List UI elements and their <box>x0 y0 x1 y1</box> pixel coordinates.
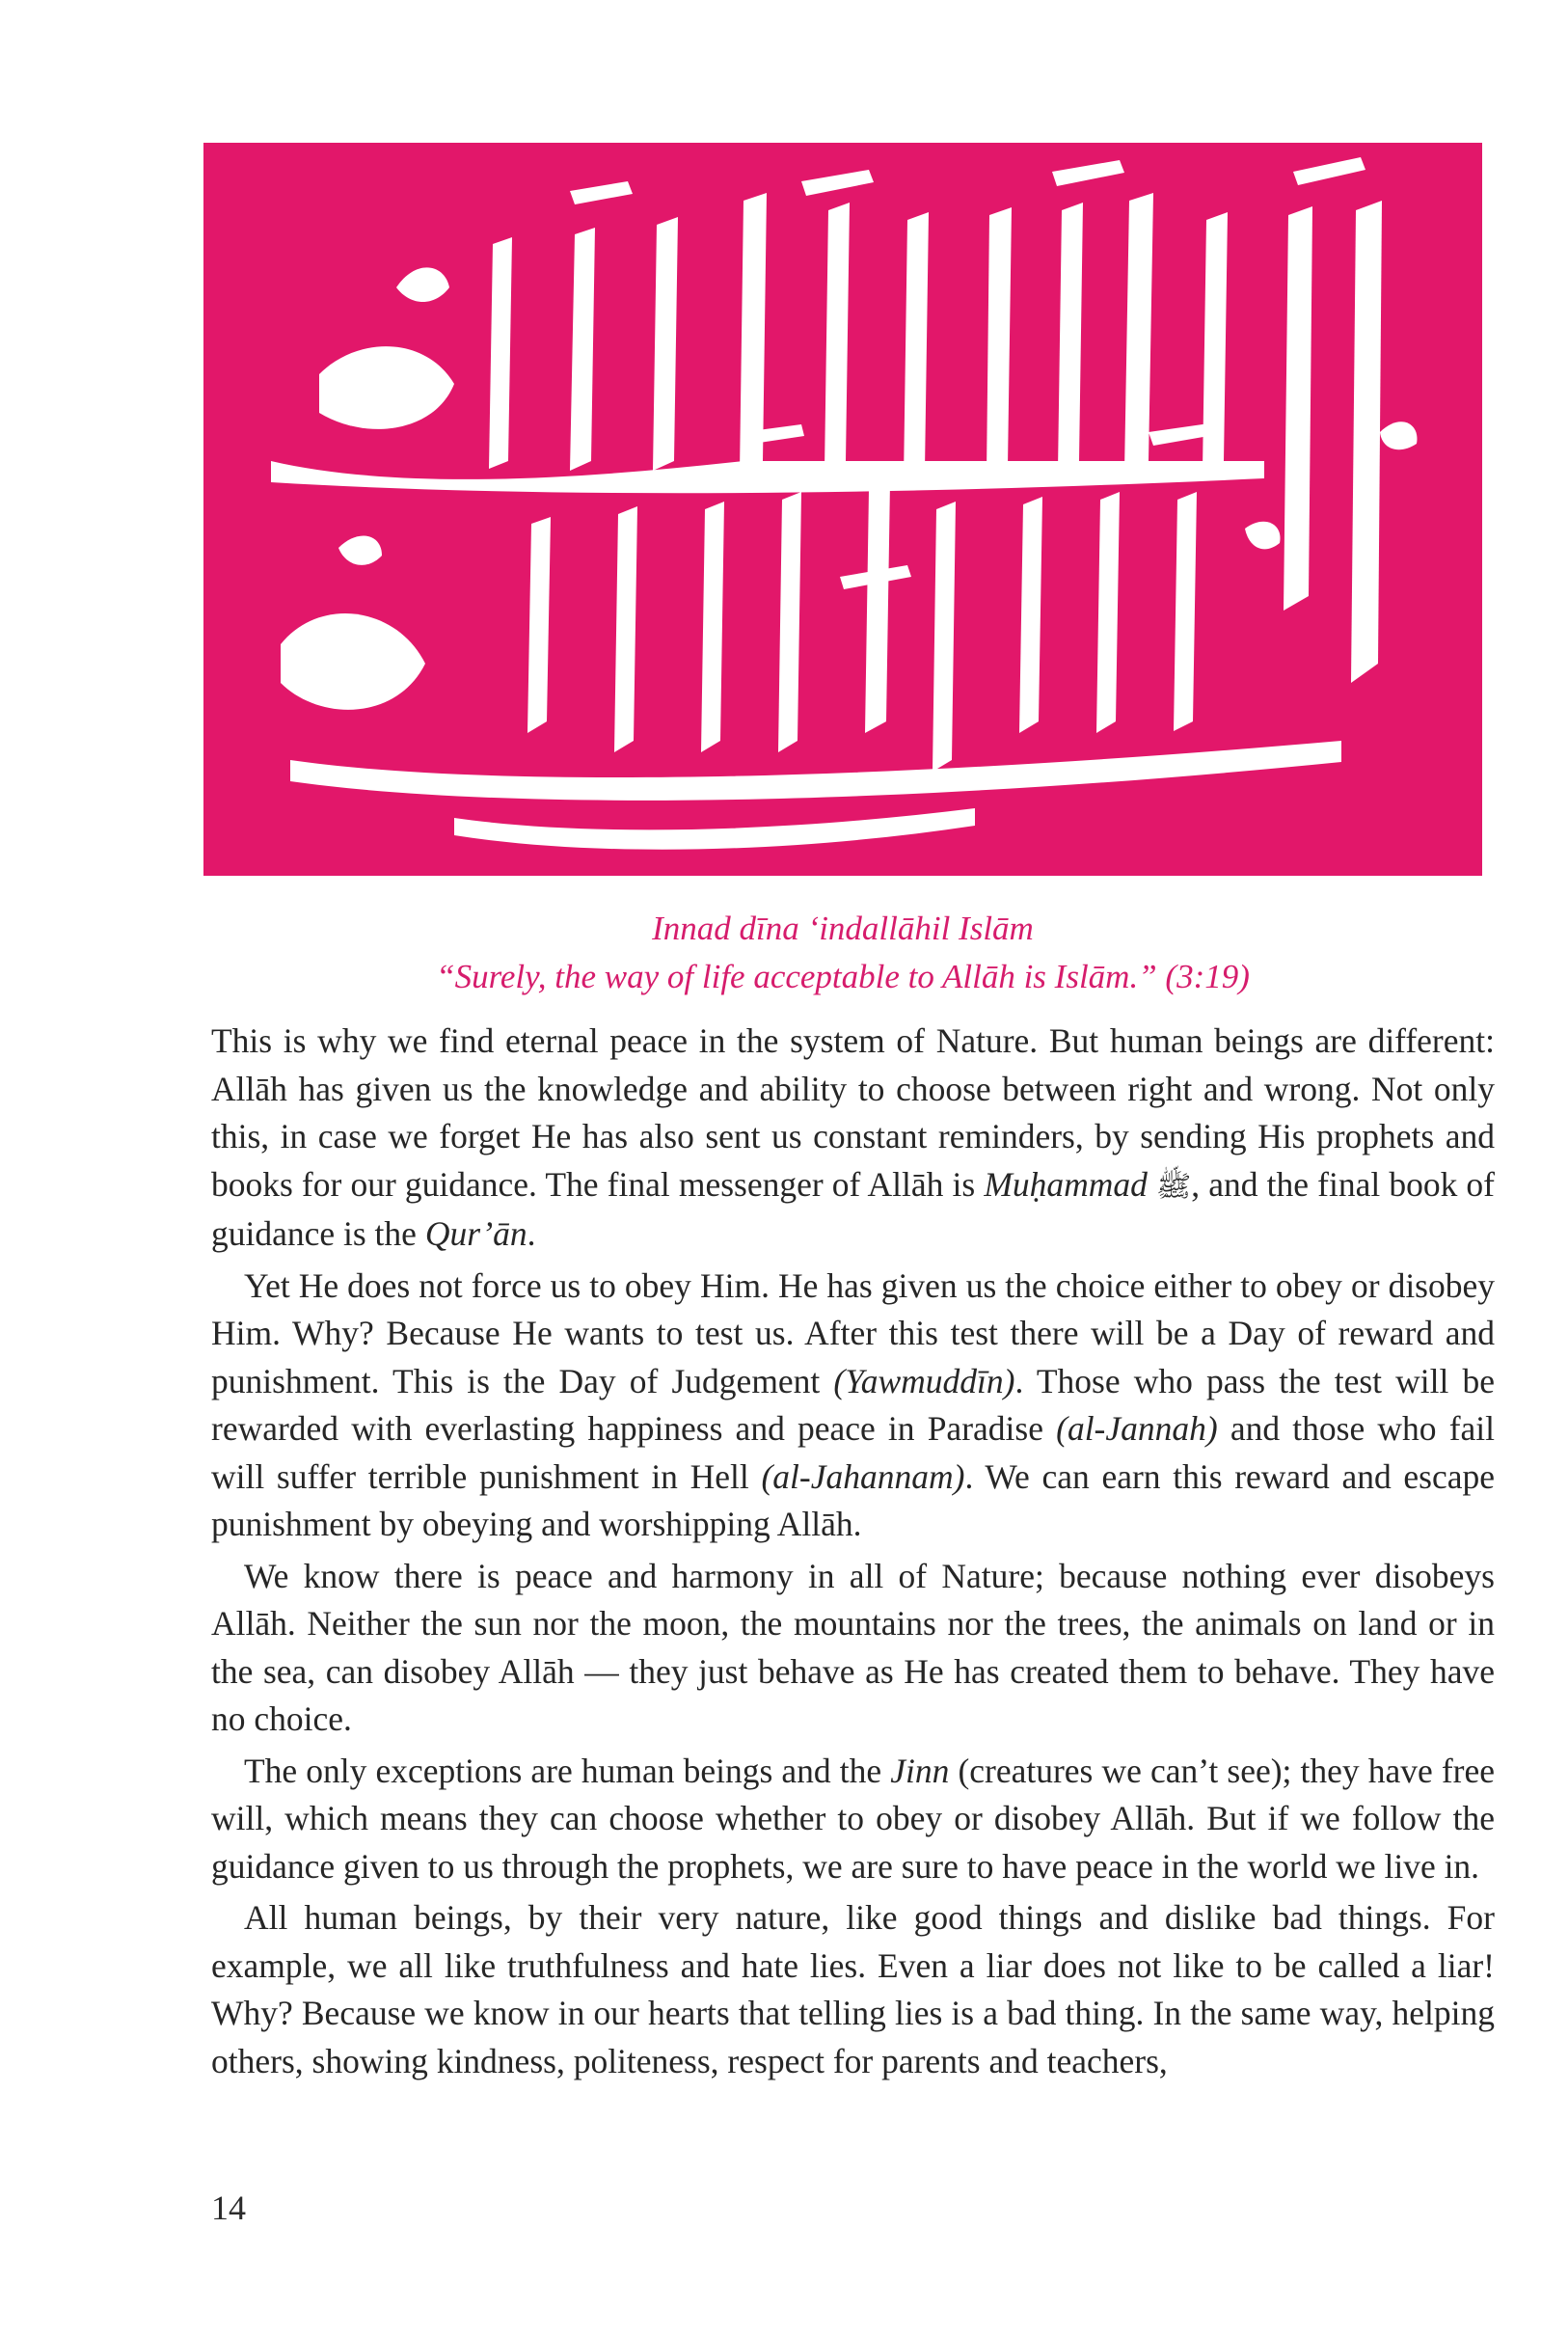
paragraph-5: All human beings, by their very nature, like good things and dislike bad things. For example, we all like truthfulness and hate lies. Even a liar does not like to be called a liar! Why? Because we know in our hearts that telling lies is a bad thing. In the same way, helping others, showing kindness, politeness, respect for parents and teachers, <box>211 1898 1495 2080</box>
paragraph-2 <box>211 1263 1495 1549</box>
paragraph-4 <box>211 1748 1495 1891</box>
body-text <box>211 1018 1495 2089</box>
paragraph-3: We know there is peace and harmony in all of Nature; because nothing ever disobeys Allāh. Neither the sun nor the moon, the mountains nor the trees, the animals on land or in the sea, can disobey Allāh — they just behave as He has created them to behave. They have no choice. <box>211 1556 1495 1738</box>
quran-name: Qur’ān <box>424 1214 527 1253</box>
jinn-term: Jinn <box>890 1751 950 1790</box>
paragraph-1-text-c: . <box>527 1214 536 1253</box>
calligraphy-caption <box>203 905 1482 1001</box>
paragraph-1 <box>211 1018 1495 1259</box>
page-number: 14 <box>211 2188 246 2227</box>
jannah-term: (al-Jannah) <box>1056 1409 1218 1448</box>
paragraph-2-text-a: Yet He does not force us to obey Him. He has given us the choice either to obey or disobey Him. Why? Because He wants to test us. After this test there will be a Day of reward and punishment. This is the Day of Judgement <box>211 1265 1495 1400</box>
paragraph-4-text-a: The only exceptions are human beings and the <box>244 1751 891 1790</box>
muhammad-name: Muḥammad <box>984 1164 1148 1204</box>
paragraph-2-text-c: and those who fail will suffer terrible punishment in Hell <box>211 1409 1495 1496</box>
caption-translation: “Surely, the way of life acceptable to Allāh is Islām.” (3:19) <box>436 958 1250 995</box>
calligraphy-panel <box>203 143 1482 876</box>
arabic-calligraphy-image <box>203 143 1482 876</box>
yawmuddin-term: (Yawmuddīn) <box>833 1361 1015 1400</box>
salutation-glyph: ﷺ <box>1156 1170 1192 1203</box>
paragraph-1-text-b: , and the final book of guidance is the <box>211 1164 1496 1253</box>
paragraph-1-text-a: This is why we find eternal peace in the system of Nature. But human beings are different: Allāh has given us the knowledge and ability to choose between right and wrong. Not only this, in case we forget He has also sent us constant reminders, by sending His prophets and books for our guidance. The final messenger of Allāh is <box>211 1021 1495 1204</box>
jahannam-term: (al-Jahannam) <box>761 1456 965 1496</box>
paragraph-4-text-b: (creatures we can’t see); they have free will, which means they can choose whether to obey or disobey Allāh. But if we follow the guidance given to us through the prophets, we are sure to have peace in the world we live in. <box>211 1751 1495 1886</box>
caption-transliteration: Innad dīna ‘indallāhil Islām <box>652 910 1034 947</box>
paragraph-2-text-b: . Those who pass the test will be rewarded with everlasting happiness and peace in Paradise <box>211 1361 1495 1448</box>
paragraph-2-text-d: . We can earn this reward and escape punishment by obeying and worshipping Allāh. <box>211 1456 1496 1543</box>
